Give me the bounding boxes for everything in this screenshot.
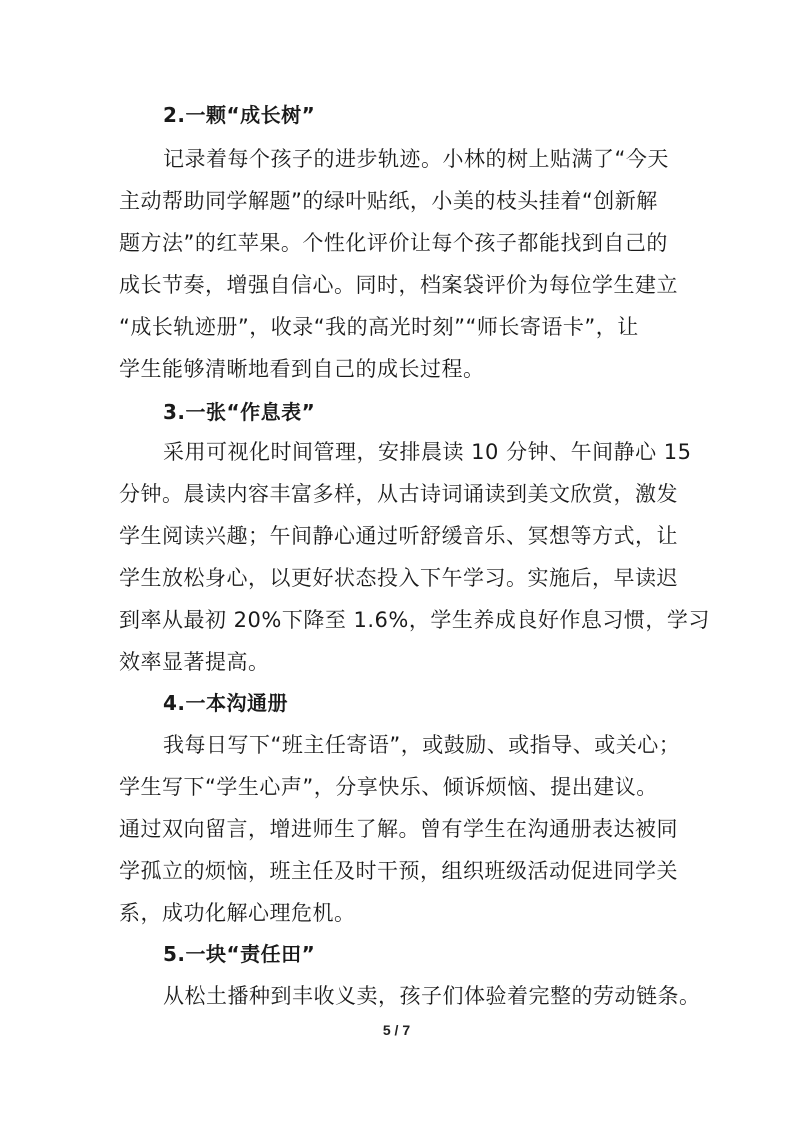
paragraph-line: 题方法”的红苹果。个性化评价让每个孩子都能找到自己的 [119,231,668,255]
paragraph-line: 通过双向留言，增进师生了解。曾有学生在沟通册表达被同 [119,817,678,841]
paragraph-line: 学生放松身心，以更好状态投入下午学习。实施后，早读迟 [119,566,678,590]
section-heading: 4.一本沟通册 [163,691,289,715]
paragraph-line: 成长节奏，增强自信心。同时，档案袋评价为每位学生建立 [119,273,678,297]
paragraph-line: 学孤立的烦恼，班主任及时干预，组织班级活动促进同学关 [119,859,678,883]
paragraph-line: 效率显著提高。 [119,650,270,674]
paragraph-line: 系，成功化解心理危机。 [119,901,356,925]
paragraph-line: 我每日写下“班主任寄语”，或鼓励、或指导、或关心； [163,733,681,757]
paragraph-line: 学生写下“学生心声”，分享快乐、倾诉烦恼、提出建议。 [119,775,658,799]
section-heading: 2.一颗“成长树” [163,103,316,127]
paragraph-line: “成长轨迹册”，收录“我的高光时刻”“师长寄语卡”，让 [119,315,639,339]
paragraph-line: 学生能够清晰地看到自己的成长过程。 [119,357,485,381]
paragraph-line: 主动帮助同学解题”的绿叶贴纸，小美的枝头挂着“创新解 [119,189,658,213]
paragraph-line: 学生阅读兴趣；午间静心通过听舒缓音乐、冥想等方式，让 [119,524,678,548]
paragraph-line: 采用可视化时间管理，安排晨读 10 分钟、午间静心 15 [163,440,692,464]
paragraph-line: 分钟。晨读内容丰富多样，从古诗词诵读到美文欣赏，激发 [119,482,678,506]
section-heading: 3.一张“作息表” [163,400,316,424]
section-heading: 5.一块“责任田” [163,942,316,966]
paragraph-line: 到率从最初 20%下降至 1.6%，学生养成良好作息习惯，学习 [119,608,710,632]
paragraph-line: 记录着每个孩子的进步轨迹。小林的树上贴满了“今天 [163,147,669,171]
page-number: 5 / 7 [382,1022,411,1038]
paragraph-line: 从松土播种到丰收义卖，孩子们体验着完整的劳动链条。 [163,984,701,1008]
